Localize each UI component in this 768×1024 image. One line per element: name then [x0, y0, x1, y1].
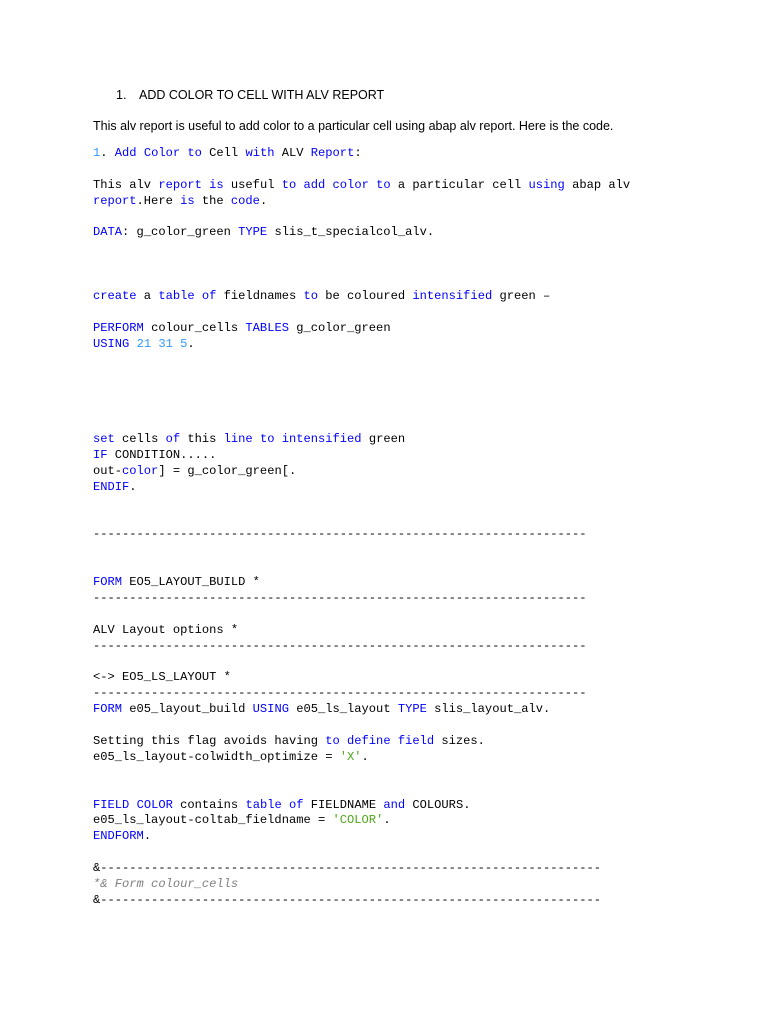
code-token: TYPE: [397, 702, 427, 717]
code-line: [93, 559, 630, 575]
code-token: report: [158, 177, 202, 192]
code-line: [93, 543, 630, 559]
code-token: : g_color_green: [122, 225, 239, 240]
code-token: ALV Layout options *: [93, 622, 239, 637]
code-token: table: [158, 289, 195, 304]
code-token: e05_ls_layout: [288, 702, 398, 717]
code-token: is: [180, 193, 195, 208]
code-token: IF: [93, 447, 108, 462]
code-token: table: [245, 797, 282, 812]
code-token: to: [187, 146, 202, 160]
code-token: FIELDNAME: [303, 797, 384, 812]
code-token: .Here: [136, 193, 181, 208]
code-token: of: [289, 797, 304, 812]
code-token: --------------------------------------------------------------------: [93, 686, 587, 701]
code-token: slis_layout_alv.: [426, 702, 551, 717]
code-token: EO5_LAYOUT_BUILD *: [122, 575, 260, 590]
code-token: using: [528, 177, 565, 192]
code-token: [325, 178, 332, 192]
code-token: to: [259, 432, 275, 447]
code-line: [93, 178, 630, 194]
code-line: [93, 241, 630, 257]
code-token: slis_t_specialcol_alv.: [267, 225, 435, 240]
code-line: [93, 527, 630, 543]
code-line: [93, 702, 630, 718]
code-line: [93, 591, 630, 607]
code-token: [253, 432, 260, 446]
code-token: [195, 289, 202, 303]
code-token: abap alv: [564, 177, 631, 192]
code-line: [93, 766, 630, 782]
code-token: cells: [114, 432, 166, 447]
code-token: .: [187, 336, 195, 351]
code-line: [93, 448, 630, 464]
code-line: [93, 734, 630, 750]
code-token: Setting this flag avoids having: [93, 733, 326, 748]
code-token: sizes.: [434, 733, 485, 748]
code-line: [93, 893, 630, 909]
code-token: of: [201, 289, 217, 304]
code-line: [93, 210, 630, 226]
code-line: [93, 257, 630, 273]
code-token: green –: [492, 289, 551, 304]
code-line: [93, 750, 630, 766]
code-token: create: [93, 289, 137, 304]
code-token: [274, 432, 281, 446]
code-line: [93, 225, 630, 241]
code-token: 31: [158, 336, 173, 351]
code-token: This alv: [93, 177, 159, 192]
code-line: [93, 384, 630, 400]
code-token: intensified: [281, 432, 362, 447]
section-heading: [116, 88, 384, 102]
code-token: report: [93, 193, 137, 208]
code-token: 'X': [339, 749, 362, 764]
code-line: [93, 432, 630, 448]
code-token: [296, 178, 303, 192]
code-token: USING: [252, 702, 289, 717]
code-token: ALV: [274, 146, 311, 160]
code-token: --------------------------------------------------------------------: [93, 527, 587, 542]
code-token: Add: [114, 146, 137, 160]
code-token: [282, 798, 289, 812]
code-line: [93, 416, 630, 432]
code-token: to: [376, 177, 391, 192]
code-token: e05_ls_layout-colwidth_optimize =: [93, 749, 340, 764]
code-token: FORM: [93, 702, 123, 717]
code-token: ] = g_color_green[.: [158, 463, 297, 478]
code-line: [93, 194, 630, 210]
code-line: [93, 464, 630, 480]
code-token: is: [209, 177, 224, 192]
code-token: intensified: [412, 289, 493, 304]
code-token: 'COLOR': [332, 813, 384, 828]
code-line: [93, 321, 630, 337]
code-line: [93, 575, 630, 591]
code-block: [93, 146, 630, 909]
code-token: e05_layout_build: [122, 702, 253, 717]
code-token: --------------------------------------------------------------------: [93, 590, 587, 605]
code-token: &---------------------------------------------------------------------: [93, 892, 602, 907]
code-line: [93, 813, 630, 829]
code-token: useful: [223, 177, 282, 192]
code-token: .: [129, 479, 137, 494]
code-token: e05_ls_layout-coltab_fieldname =: [93, 813, 333, 828]
code-token: FORM: [93, 575, 123, 590]
code-token: to: [325, 733, 340, 748]
code-token: contains: [172, 797, 246, 812]
code-token: the: [194, 193, 231, 208]
code-token: a particular cell: [390, 177, 529, 192]
code-token: to: [281, 177, 297, 192]
code-token: :: [354, 146, 362, 160]
code-token: [137, 146, 144, 160]
code-token: .: [143, 829, 152, 844]
code-line: [93, 861, 630, 877]
code-token: CONDITION.....: [107, 447, 217, 462]
code-line: [93, 607, 630, 623]
code-token: .: [383, 813, 391, 828]
code-token: of: [165, 432, 181, 447]
code-token: a: [136, 289, 159, 304]
code-token: set: [93, 432, 115, 447]
code-token: .: [361, 749, 369, 764]
code-token: FIELD: [93, 797, 130, 812]
code-token: be coloured: [318, 289, 413, 304]
code-line: [93, 511, 630, 527]
code-token: *& Form colour_cells: [93, 876, 239, 891]
code-token: add: [303, 177, 326, 192]
code-token: with: [245, 146, 275, 160]
code-token: COLOR: [136, 797, 173, 812]
code-line: [93, 480, 630, 496]
code-line: [93, 305, 630, 321]
code-token: [129, 798, 136, 812]
code-line: [93, 670, 630, 686]
code-token: out-: [93, 463, 123, 478]
code-token: PERFORM: [93, 320, 144, 335]
code-token: <-> EO5_LS_LAYOUT *: [93, 670, 231, 685]
code-token: fieldnames: [216, 289, 304, 304]
heading-number: 1.: [116, 88, 127, 102]
code-token: Color: [143, 146, 181, 160]
code-line: [93, 623, 630, 639]
code-token: to: [303, 289, 319, 304]
code-line: [93, 718, 630, 734]
code-line: [93, 655, 630, 671]
code-line: [93, 686, 630, 702]
code-token: COLOURS.: [405, 797, 471, 812]
code-token: field: [397, 733, 435, 748]
heading-title: ADD COLOR TO CELL WITH ALV REPORT: [139, 88, 385, 102]
code-token: this: [180, 432, 224, 447]
intro-paragraph: This alv report is useful to add color to a particular cell using abap alv report. Here is the code.: [93, 119, 614, 133]
code-line: [93, 368, 630, 384]
code-token: color: [122, 463, 159, 478]
code-token: g_color_green: [288, 320, 391, 335]
code-token: 5: [180, 336, 188, 351]
code-line: [93, 337, 630, 353]
code-token: define: [347, 733, 391, 748]
code-token: line: [223, 432, 253, 447]
code-token: [340, 734, 347, 748]
code-line: [93, 353, 630, 369]
code-token: TABLES: [245, 320, 289, 335]
code-line: [93, 877, 630, 893]
code-line: [93, 845, 630, 861]
code-token: green: [361, 432, 406, 447]
code-token: Report: [310, 146, 355, 160]
code-token: code: [230, 193, 260, 208]
code-token: --------------------------------------------------------------------: [93, 638, 587, 653]
code-token: [129, 337, 136, 351]
code-line: [93, 782, 630, 798]
code-line: [93, 273, 630, 289]
code-line: [93, 289, 630, 305]
code-token: USING: [93, 336, 130, 351]
code-line: [93, 400, 630, 416]
code-line: [93, 496, 630, 512]
code-token: Cell: [201, 146, 246, 160]
code-token: ENDIF: [93, 479, 130, 494]
code-line: [93, 639, 630, 655]
code-line: [93, 829, 630, 845]
code-token: 1: [93, 146, 101, 160]
code-line: [93, 146, 630, 162]
code-token: and: [383, 797, 406, 812]
code-token: TYPE: [238, 225, 268, 240]
code-token: DATA: [93, 225, 123, 240]
code-token: &---------------------------------------------------------------------: [93, 861, 602, 876]
code-token: .: [100, 146, 115, 160]
code-line: [93, 162, 630, 178]
code-token: 21: [136, 336, 152, 351]
code-token: [391, 734, 398, 748]
code-token: ENDFORM: [93, 829, 144, 844]
code-token: colour_cells: [143, 320, 246, 335]
code-token: .: [259, 193, 268, 208]
code-token: color: [332, 177, 369, 192]
code-line: [93, 798, 630, 814]
